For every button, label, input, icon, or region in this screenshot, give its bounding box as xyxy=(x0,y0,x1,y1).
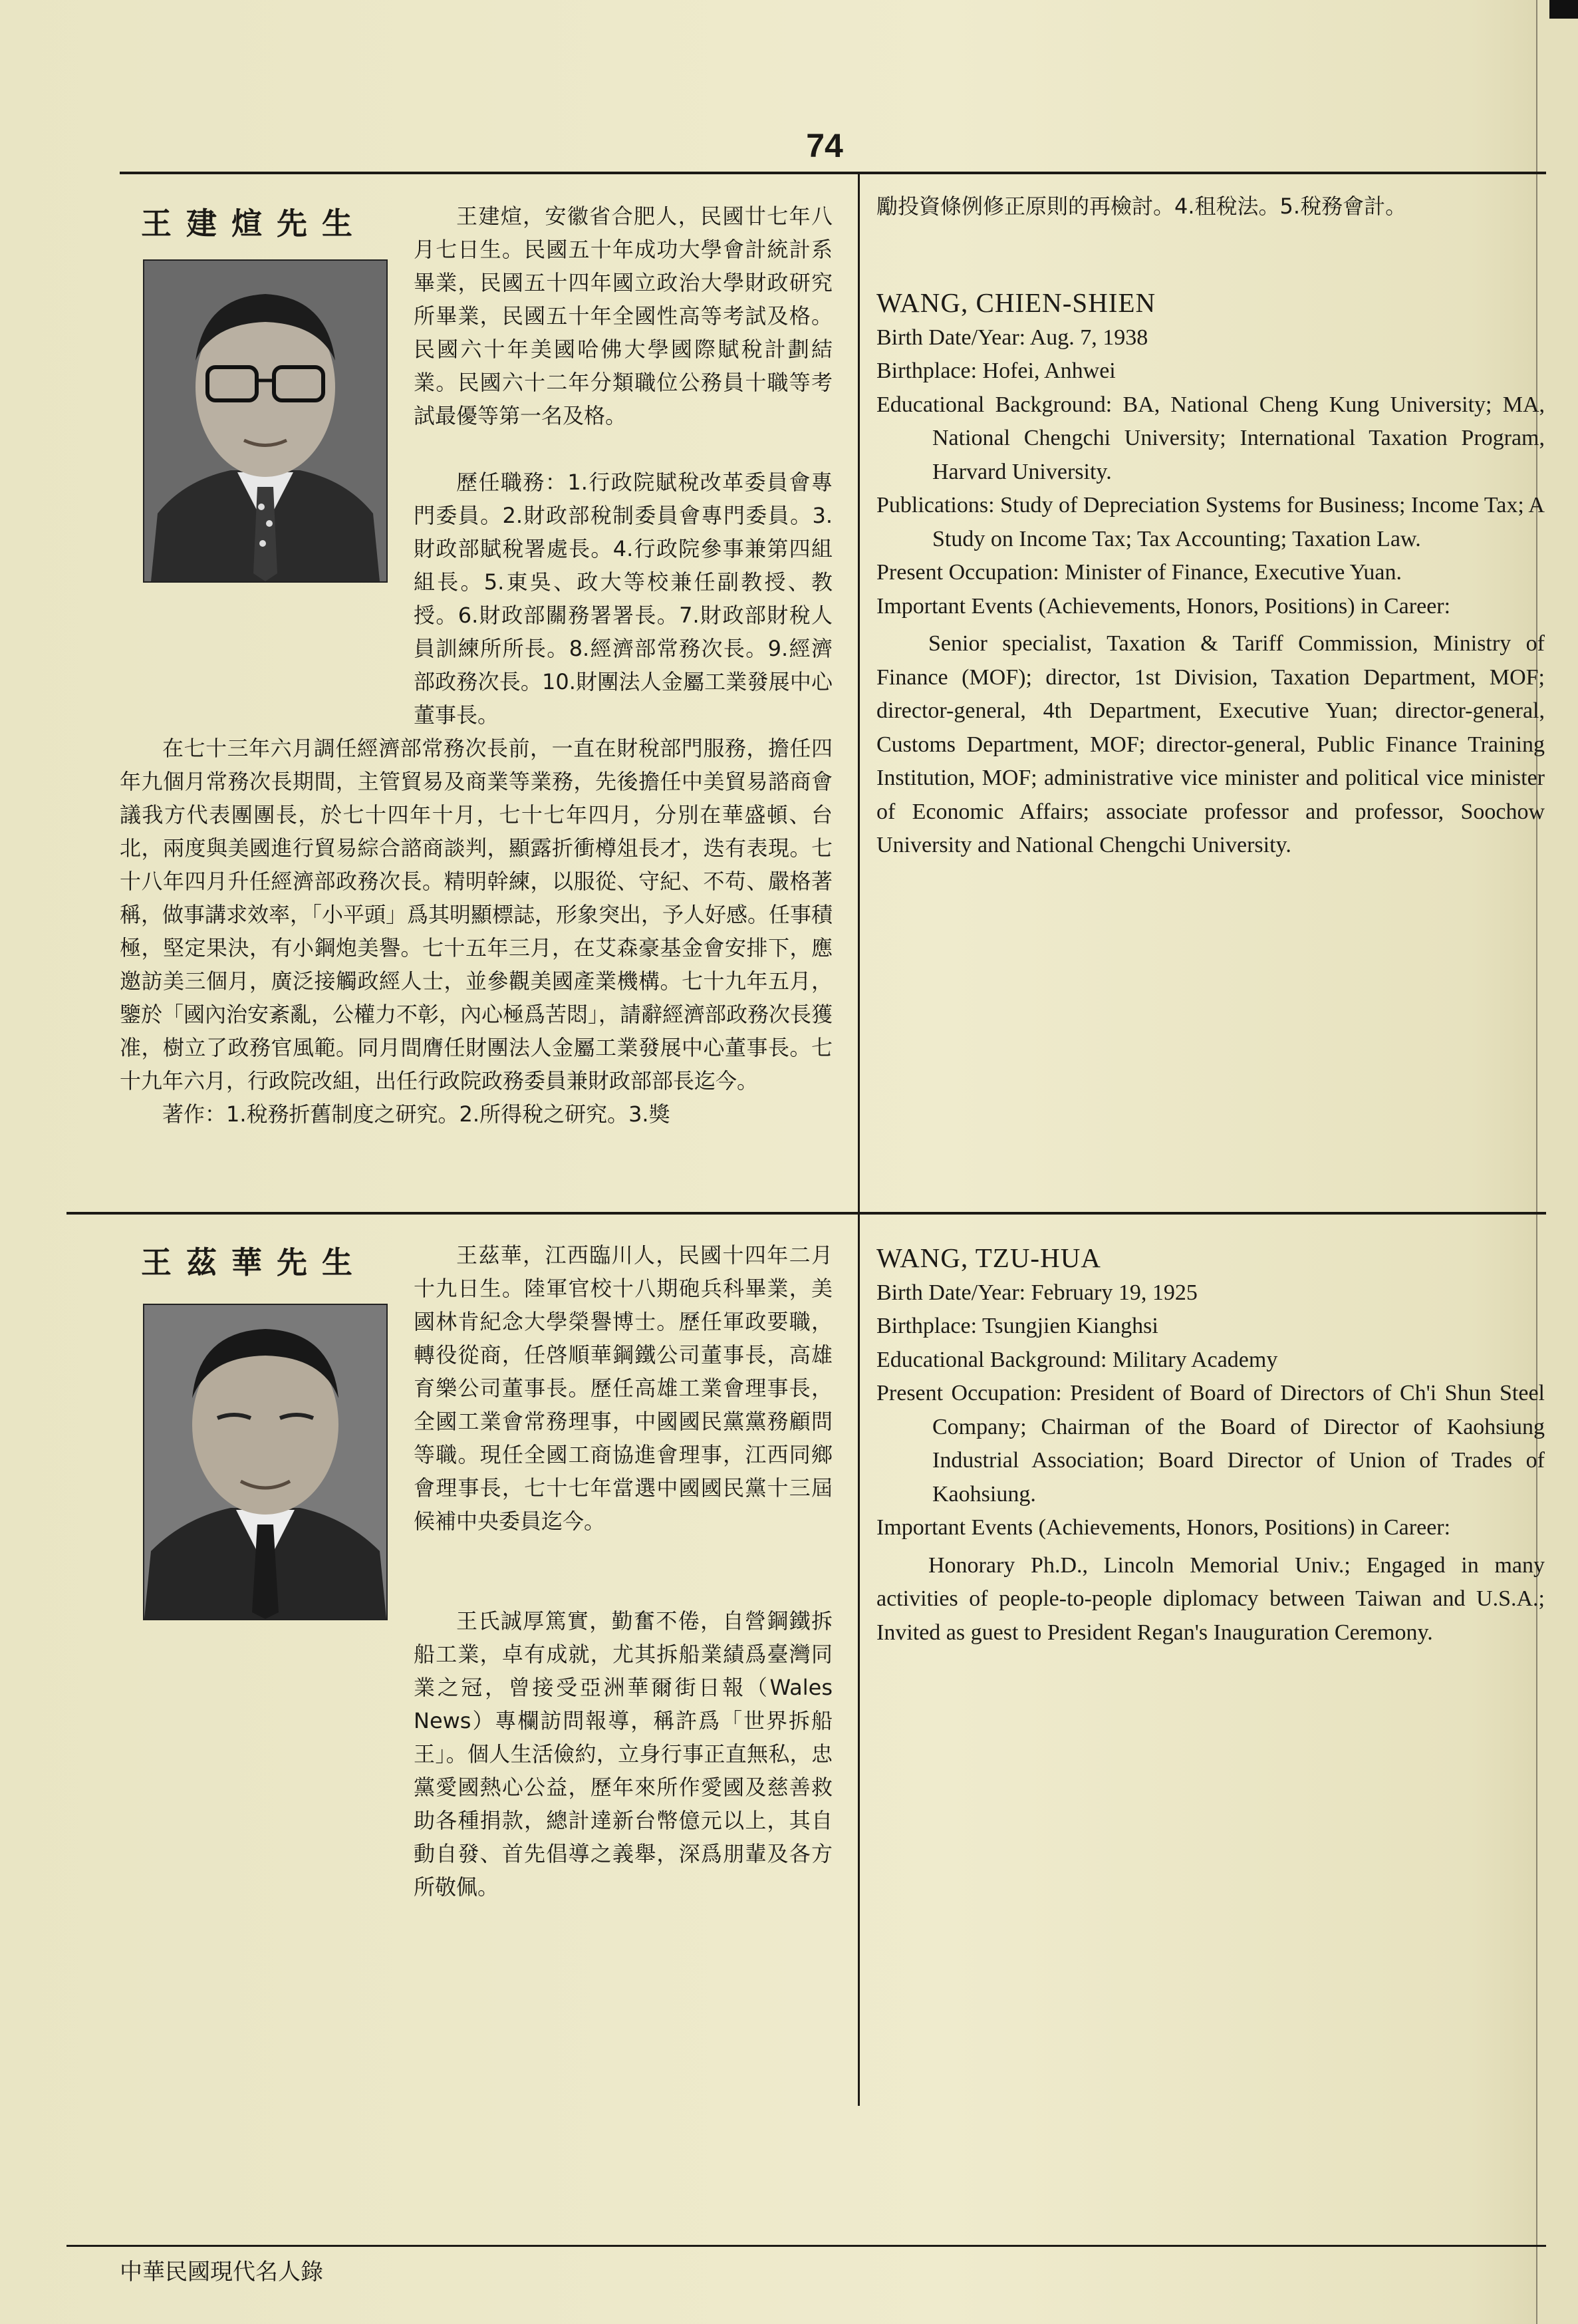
page-number: 74 xyxy=(806,127,843,164)
entry1-bio-paragraph-1: 王建煊，安徽省合肥人，民國廿七年八月七日生。民國五十年成功大學會計統計系畢業，民國五十四年國立政治大學財政研究所畢業，民國五十年全國性高等考試及格。民國六十年美國哈佛大學國際賦稅計劃結業。民國六十二年分類職位公務員十職等考試最優等第一名及格。 xyxy=(414,204,833,428)
column-divider-top xyxy=(858,174,860,1212)
entry1-events-heading: Important Events (Achievements, Honors, Positions) in Career: xyxy=(876,593,1451,619)
entry2-education: Educational Background: Military Academy xyxy=(876,1347,1278,1372)
entry2-bio-zh-intro xyxy=(414,1238,833,1538)
entry2-bio-zh-main xyxy=(120,1604,833,1904)
entry1-publications: Publications: Study of Depreciation Systems for Business; Income Tax; A Study on Income Tax; Tax Accounting; Taxation Law. xyxy=(876,493,1545,551)
entry2-bio-paragraph-2: 王氏誠厚篤實，勤奮不倦，自營鋼鐵拆船工業，卓有成就，尤其拆船業績爲臺灣同業之冠，曾接受亞洲華爾街日報（Wales News）專欄訪問報導，稱許爲「世界拆船王」。個人生活儉約，立身行事正直無私，忠黨愛國熱心公益，歷年來所作愛國及慈善救助各種捐款，總計達新台幣億元以上，其自動自發、首先倡導之義舉，深爲朋輩及各方所敬佩。 xyxy=(414,1608,833,1900)
entry1-birth-date: Birth Date/Year: Aug. 7, 1938 xyxy=(876,325,1148,350)
top-rule xyxy=(120,172,1546,174)
footer-book-title: 中華民國現代名人錄 xyxy=(120,2259,323,2285)
entry1-bio-zh-intro xyxy=(414,200,833,432)
entry1-events: Senior specialist, Taxation & Tariff Commission, Ministry of Finance (MOF); director, 1st Division, Taxation Department, MOF; director-general, 4th Department, Executive Yuan; director-general, Customs Department, MOF; director-general, Public Finance Training Institution, MOF; administrative vice minister and political vice minister of Economic Affairs; associate professor and professor, Soochow University and National Chengchi University. xyxy=(876,631,1545,857)
entry1-english-profile xyxy=(876,286,1545,863)
entry1-name-en: WANG, CHIEN-SHIEN xyxy=(876,287,1156,318)
entry2-birth-date: Birth Date/Year: February 19, 1925 xyxy=(876,1280,1198,1305)
entry2-occupation: Present Occupation: President of Board of Directors of Ch'i Shun Steel Company; Chairman of the Board of Director of Kaohsiung Industrial Association; Board Director of Union of Trades of Kaohsiung. xyxy=(876,1381,1545,1507)
bottom-rule xyxy=(66,2245,1546,2247)
entry2-english-profile xyxy=(876,1241,1545,1650)
portrait-man-suit-icon xyxy=(144,1305,386,1619)
entry1-education: Educational Background: BA, National Cheng Kung University; MA, National Chengchi University; International Taxation Program, Harvard University. xyxy=(876,392,1545,484)
column-divider-bottom xyxy=(858,1215,860,2106)
entry1-bio-zh-continued: 勵投資條例修正原則的再檢討。4.租稅法。5.稅務會計。 xyxy=(876,194,1407,219)
entry1-bio-paragraph-4: 著作：1.稅務折舊制度之研究。2.所得稅之研究。3.獎 xyxy=(162,1101,670,1127)
entry2-name-en: WANG, TZU-HUA xyxy=(876,1242,1101,1273)
middle-rule xyxy=(66,1212,1546,1215)
entry1-birthplace: Birthplace: Hofei, Anhwei xyxy=(876,359,1116,383)
entry1-bio-zh-main xyxy=(120,466,833,1131)
entry1-bio-paragraph-3: 在七十三年六月調任經濟部常務次長前，一直在財稅部門服務，擔任四年九個月常務次長期間，主管貿易及商業等業務，先後擔任中美貿易諮商會議我方代表團團長，於七十四年十月，七十七年四月，分別在華盛頓、台北，兩度與美國進行貿易綜合諮商談判，顯露折衝樽俎長才，迭有表現。七十八年四月升任經濟部政務次長。精明幹練，以服從、守紀、不苟、嚴格著稱，做事講求效率，「小平頭」爲其明顯標誌，形象突出，予人好感。任事積極，堅定果決，有小鋼炮美譽。七十五年三月，在艾森豪基金會安排下，應邀訪美三個月，廣泛接觸政經人士，並參觀美國產業機構。七十九年五月，鑒於「國內治安紊亂，公權力不彰，內心極爲苦悶」，請辭經濟部政務次長獲准，樹立了政務官風範。同月間膺任財團法人金屬工業發展中心董事長。七十九年六月，行政院改組，出任行政院政務委員兼財政部部長迄今。 xyxy=(120,736,833,1093)
entry2-name-zh: 王茲華先生 xyxy=(141,1244,367,1280)
entry2-bio-paragraph-1: 王茲華，江西臨川人，民國十四年二月十九日生。陸軍官校十八期砲兵科畢業，美國林肯紀念大學榮譽博士。歷任軍政要職，轉役從商，任啓順華鋼鐵公司董事長，高雄育樂公司董事長。歷任高雄工業會理事長，全國工業會常務理事，中國國民黨黨務顧問等職。現任全國工商協進會理事，江西同鄉會理事長，七十七年當選中國國民黨十三屆候補中央委員迄今。 xyxy=(414,1242,833,1534)
entry1-occupation: Present Occupation: Minister of Finance, Executive Yuan. xyxy=(876,560,1402,585)
entry2-events-heading: Important Events (Achievements, Honors, Positions) in Career: xyxy=(876,1515,1451,1540)
entry2-birthplace: Birthplace: Tsungjien Kianghsi xyxy=(876,1314,1158,1338)
entry1-bio-paragraph-2: 歷任職務：1.行政院賦稅改革委員會專門委員。2.財政部稅制委員會專門委員。3.財政部賦稅署處長。4.行政院參事兼第四組組長。5.東吳、政大等校兼任副教授、教授。6.財政部關務署署長。7.財政部財稅人員訓練所所長。8.經濟部常務次長。9.經濟部政務次長。10.財團法人金屬工業發展中心董事長。 xyxy=(414,470,833,728)
entry2-events: Honorary Ph.D., Lincoln Memorial Univ.; Engaged in many activities of people-to-people diplomacy between Taiwan and U.S.A.; Invited as guest to President Regan's Inauguration Ceremony. xyxy=(876,1552,1545,1645)
entry2-portrait xyxy=(143,1304,388,1620)
page-edge-shadow xyxy=(1549,0,1578,19)
entry1-name-zh: 王建煊先生 xyxy=(141,206,367,241)
